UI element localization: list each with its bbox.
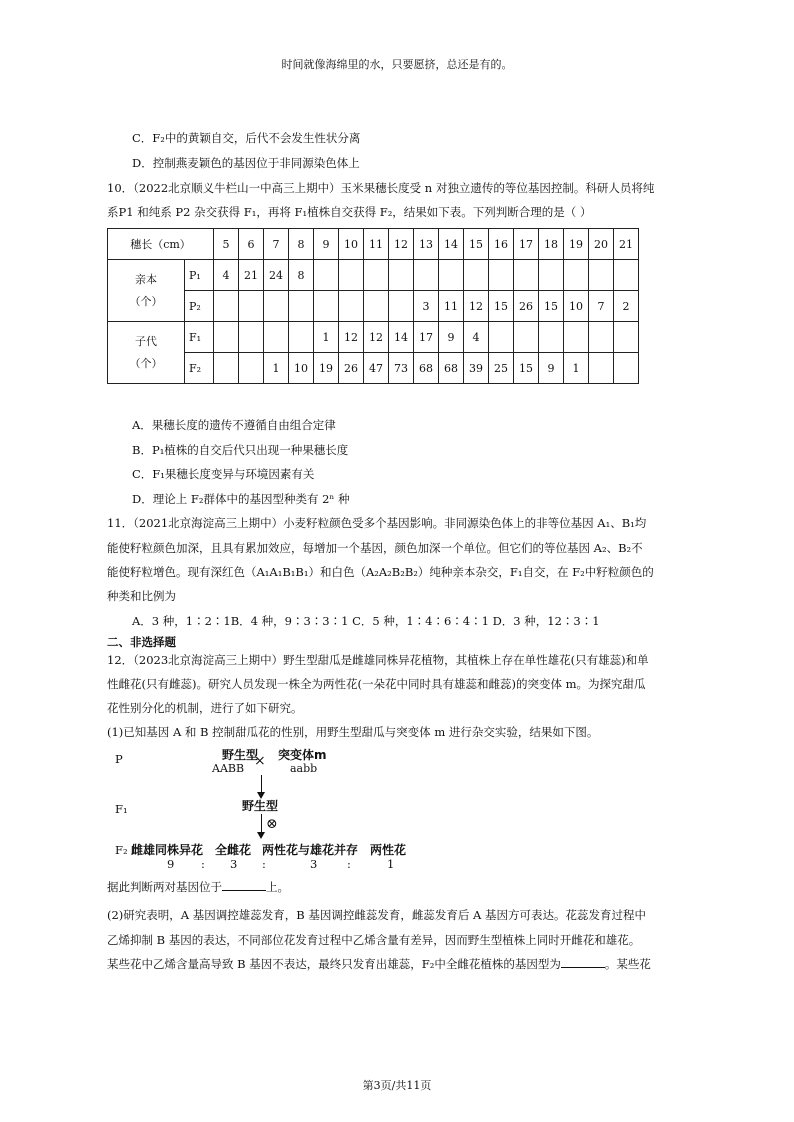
length-cell: 15: [464, 229, 489, 260]
q10-option-d: D．理论上 F₂群体中的基因型种类有 2ⁿ 种: [132, 492, 350, 506]
table-row-p2: [108, 291, 639, 322]
data-cell: 26: [339, 353, 364, 384]
data-cell: [589, 260, 614, 291]
table-row-f2: [108, 353, 639, 384]
data-cell: 7: [589, 291, 614, 322]
length-cell: 12: [389, 229, 414, 260]
data-cell: 4: [214, 260, 239, 291]
data-cell: [239, 291, 264, 322]
diagram-cross-symbol: ×: [254, 753, 266, 769]
q12-part2-line1: (2)研究表明，A 基因调控雄蕊发育，B 基因调控雌蕊发育，雌蕊发育后 A 基因方可表达。花蕊发育过程中: [107, 908, 646, 922]
answer-blank-2[interactable]: [561, 956, 605, 968]
data-cell: 1: [314, 322, 339, 353]
parent-group-label: [108, 260, 185, 322]
ratio-value: 1: [387, 857, 395, 871]
q12-stem-line2: 性雌花(只有雌蕊)。研究人员发现一株全为两性花(一朵花中同时具有雄蕊和雌蕊)的突变体 m。为探究甜瓜: [107, 677, 646, 691]
length-cell: 5: [214, 229, 239, 260]
part2-line3-post: 。某些花: [604, 957, 651, 971]
q12-judgement-line: [107, 879, 289, 895]
data-cell: [464, 260, 489, 291]
q9-option-d: D．控制燕麦颖色的基因位于非同源染色体上: [132, 156, 360, 170]
data-cell: 39: [464, 353, 489, 384]
length-cell: 7: [264, 229, 289, 260]
q12-part2-line3: [107, 956, 651, 972]
data-cell: 68: [439, 353, 464, 384]
ratio-value: 9: [167, 857, 175, 871]
f2-phenotype-all-female: 全雌花: [215, 843, 252, 857]
diagram-label-f1: F₁: [115, 802, 128, 816]
diagram-wild-genotype: AABB: [212, 762, 245, 775]
data-cell: [514, 260, 539, 291]
q10-option-b: B．P₁植株的自交后代只出现一种果穗长度: [132, 443, 349, 457]
data-cell: 9: [439, 322, 464, 353]
data-cell: 73: [389, 353, 414, 384]
q11-stem-line4: 种类和比例为: [107, 589, 176, 603]
data-cell: [364, 260, 389, 291]
length-cell: 8: [289, 229, 314, 260]
data-cell: [539, 322, 564, 353]
data-cell: 8: [289, 260, 314, 291]
length-cell: 11: [364, 229, 389, 260]
data-cell: [564, 260, 589, 291]
ratio-separator: :: [262, 857, 266, 871]
data-cell: [614, 322, 639, 353]
q12-part1-text: (1)已知基因 A 和 B 控制甜瓜花的性别，用野生型甜瓜与突变体 m 进行杂交实验，结果如下图。: [107, 725, 599, 739]
q11-stem-line3: 能使籽粒增色。现有深红色（A₁A₁B₁B₁）和白色（A₂A₂B₂B₂）纯种亲本杂交，F₁自交，在 F₂中籽粒颜色的: [107, 565, 654, 579]
data-cell: [289, 291, 314, 322]
parent-label-line2: （个）: [129, 294, 163, 308]
data-cell: 2: [614, 291, 639, 322]
table-row-f1: [108, 322, 639, 353]
data-cell: 11: [439, 291, 464, 322]
data-cell: [514, 322, 539, 353]
q10-option-c: C．F₁果穗长度变异与环境因素有关: [132, 467, 315, 481]
data-cell: 9: [539, 353, 564, 384]
q12-stem-line3: 花性别分化的机制，进行了如下研究。: [107, 701, 303, 715]
f2-phenotype-monoecious: 雌雄同株异花: [131, 843, 204, 857]
page-number: 第3页/共11页: [362, 1079, 432, 1092]
data-cell: 15: [514, 353, 539, 384]
data-cell: 21: [239, 260, 264, 291]
q10-stem-line2: 系P1 和纯系 P2 杂交获得 F₁，再将 F₁植株自交获得 F₂，结果如下表。下列判断合理的是（ ）: [107, 205, 592, 219]
length-cell: 14: [439, 229, 464, 260]
data-cell: 12: [364, 322, 389, 353]
data-cell: [314, 291, 339, 322]
q12-stem-line1: 12．（2023北京海淀高三上期中）野生型甜瓜是雌雄同株异花植物，其植株上存在单性雄花(只有雄蕊)和单: [107, 653, 649, 667]
diagram-label-p: P: [115, 752, 123, 766]
ratio-value: 3: [310, 857, 318, 871]
data-cell: 47: [364, 353, 389, 384]
data-cell: [239, 322, 264, 353]
data-cell: 19: [314, 353, 339, 384]
q10-data-table: [107, 228, 639, 384]
data-cell: 15: [489, 291, 514, 322]
data-cell: [564, 322, 589, 353]
data-cell: 14: [389, 322, 414, 353]
data-cell: [289, 322, 314, 353]
data-cell: 24: [264, 260, 289, 291]
data-cell: [614, 260, 639, 291]
data-cell: 10: [289, 353, 314, 384]
row-label-p2: P₂: [185, 291, 214, 322]
data-cell: [539, 260, 564, 291]
q11-stem-line2: 能使籽粒颜色加深，且具有累加效应，每增加一个基因，颜色加深一个单位。但它们的等位基因 A₂、B₂不: [107, 541, 643, 555]
q12-part2-line2: 乙烯抑制 B 基因的表达，不同部位花发育过程中乙烯含量有差异，因而野生型植株上同时开雌花和雄花。: [107, 933, 641, 947]
diagram-label-f2: F₂: [115, 843, 128, 857]
data-cell: 1: [564, 353, 589, 384]
page-header-motto: 时间就像海绵里的水，只要愿挤，总还是有的。: [281, 58, 513, 71]
data-cell: [614, 353, 639, 384]
length-cell: 19: [564, 229, 589, 260]
data-cell: [589, 322, 614, 353]
data-cell: [489, 322, 514, 353]
data-cell: [389, 291, 414, 322]
data-cell: 12: [464, 291, 489, 322]
row-label-f2: F₂: [185, 353, 214, 384]
data-cell: [239, 353, 264, 384]
table-header-row: [108, 229, 639, 260]
judgement-text-pre: 据此判断两对基因位于: [107, 880, 222, 894]
ratio-separator: :: [347, 857, 351, 871]
diagram-mutant: 突变体m: [278, 748, 327, 762]
data-cell: [214, 353, 239, 384]
data-cell: [414, 260, 439, 291]
data-cell: 26: [514, 291, 539, 322]
length-cell: 10: [339, 229, 364, 260]
data-cell: [314, 260, 339, 291]
arrow-head-icon: [257, 832, 265, 839]
data-cell: [489, 260, 514, 291]
length-cell: 9: [314, 229, 339, 260]
data-cell: [214, 291, 239, 322]
offspring-label-line1: 子代: [135, 334, 157, 348]
length-cell: 21: [614, 229, 639, 260]
data-cell: 12: [339, 322, 364, 353]
offspring-group-label: [108, 322, 185, 384]
data-cell: [264, 322, 289, 353]
data-cell: [339, 291, 364, 322]
length-cell: 18: [539, 229, 564, 260]
arrow-f1-to-f2: [261, 814, 262, 834]
part2-line3-pre: 某些花中乙烯含量高导致 B 基因不表达，最终只发育出雄蕊，F₂中全雌花植株的基因型为: [107, 957, 561, 971]
data-cell: [439, 260, 464, 291]
section-title-nonchoice: 二、非选择题: [107, 635, 176, 649]
data-cell: 68: [414, 353, 439, 384]
diagram-mutant-genotype: aabb: [290, 762, 318, 775]
data-cell: 15: [539, 291, 564, 322]
length-cell: 17: [514, 229, 539, 260]
diagram-f1-type: 野生型: [242, 799, 279, 813]
data-cell: [364, 291, 389, 322]
q11-options: A．3 种，1∶2∶1B．4 种，9∶3∶3∶1 C．5 种，1∶4∶6∶4∶1 D．3 种，12∶3∶1: [132, 614, 600, 628]
offspring-label-line2: （个）: [129, 356, 163, 370]
row-label-p1: P₁: [185, 260, 214, 291]
length-cell: 6: [239, 229, 264, 260]
ratio-separator: :: [201, 857, 205, 871]
q10-stem-line1: 10．（2022北京顺义牛栏山一中高三上期中）玉米果穗长度受 n 对独立遗传的等位基因控制。科研人员将纯: [107, 181, 655, 195]
data-cell: 1: [264, 353, 289, 384]
data-cell: [264, 291, 289, 322]
q11-stem-line1: 11．（2021北京海淀高三上期中）小麦籽粒颜色受多个基因影响。非同源染色体上的非等位基因 A₁、B₁均: [107, 516, 647, 530]
ratio-value: 3: [230, 857, 238, 871]
f2-phenotype-bisexual-and-male: 两性花与雄花并存: [262, 843, 359, 857]
data-cell: 17: [414, 322, 439, 353]
data-cell: 10: [564, 291, 589, 322]
answer-blank-1[interactable]: [222, 879, 266, 891]
length-cell: 20: [589, 229, 614, 260]
data-cell: [339, 260, 364, 291]
length-cell: 16: [489, 229, 514, 260]
data-cell: 4: [464, 322, 489, 353]
table-row-p1: [108, 260, 639, 291]
data-cell: 3: [414, 291, 439, 322]
parent-label-line1: 亲本: [135, 272, 157, 286]
data-cell: [214, 322, 239, 353]
q9-option-c: C．F₂中的黄颖自交，后代不会发生性状分离: [132, 131, 361, 145]
q10-option-a: A．果穗长度的遗传不遵循自由组合定律: [132, 418, 336, 432]
judgement-text-post: 上。: [266, 880, 289, 894]
table-header-label: 穗长（cm）: [108, 229, 214, 260]
data-cell: [389, 260, 414, 291]
diagram-wild-type: 野生型: [222, 748, 259, 762]
f2-phenotype-bisexual: 两性花: [370, 843, 407, 857]
selfing-symbol-icon: ⊗: [266, 816, 278, 832]
row-label-f1: F₁: [185, 322, 214, 353]
data-cell: 25: [489, 353, 514, 384]
length-cell: 13: [414, 229, 439, 260]
data-cell: [589, 353, 614, 384]
